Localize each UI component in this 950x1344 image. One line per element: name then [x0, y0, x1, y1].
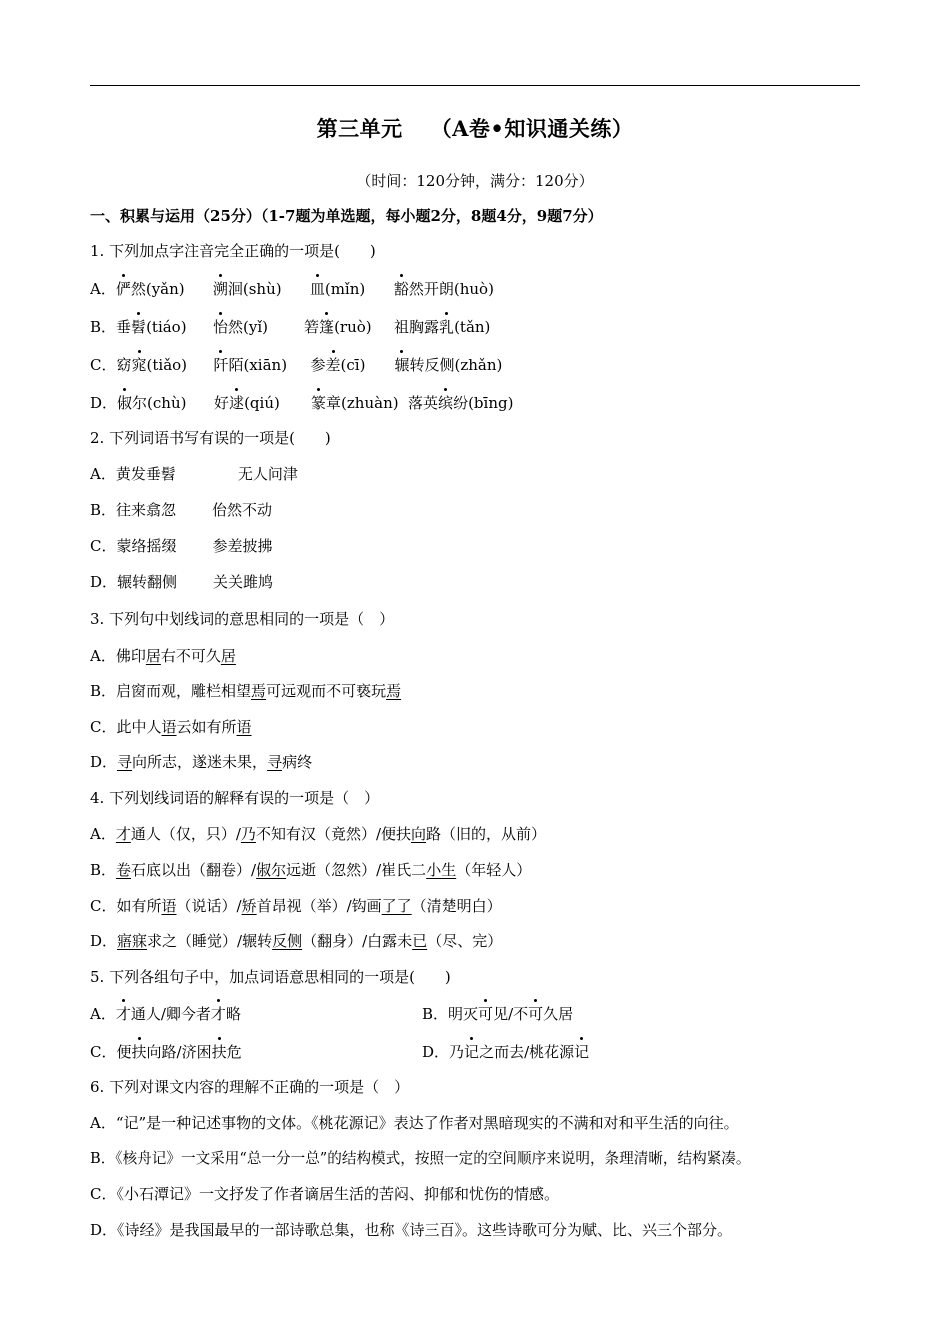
question-1-stem: 1. 下列加点字注音完全正确的一项是( )	[90, 242, 376, 260]
title-main: 第三单元	[316, 116, 403, 141]
question-2-option-d: D．辗转翻侧 关关雎鸠	[90, 573, 274, 591]
question-6-option-d: D．《诗经》是我国最早的一部诗歌总集，也称《诗三百》。这些诗歌可分为赋、比、兴三个部分。	[90, 1221, 733, 1239]
question-2-stem: 2. 下列词语书写有误的一项是( )	[90, 429, 331, 447]
question-6-option-c: C．《小石潭记》一文抒发了作者谪居生活的苦闷、抑郁和忧伤的情感。	[90, 1185, 559, 1203]
question-2-option-c: C．蒙络摇缀 参差披拂	[90, 537, 273, 555]
question-2-option-b: B．往来翕忽 佁然不动	[90, 501, 273, 519]
question-3-option-a: A．佛印居右不可久居	[90, 647, 236, 665]
question-5-option-d: D．乃记之而去/桃花源记	[422, 1043, 590, 1061]
section-heading: 一、积累与运用（25分）（1-7题为单选题，每小题2分，8题4分，9题7分）	[90, 207, 603, 225]
page-title	[0, 113, 950, 143]
header-rule	[90, 85, 860, 86]
question-4-option-d: D．寤寐求之（睡觉）/辗转反侧（翻身）/白露未已（尽、完）	[90, 932, 503, 950]
question-6-option-b: B．《核舟记》一文采用“总一分一总”的结构模式，按照一定的空间顺序来说明，条理清晰，结构紧凑。	[90, 1150, 751, 1167]
question-5-option-b: B．明灭可见/不可久居	[422, 1005, 574, 1023]
question-5-stem: 5. 下列各组句子中，加点词语意思相同的一项是( )	[90, 968, 451, 986]
question-5-option-a: A．才通人/卿今者才略	[90, 1005, 241, 1023]
question-4-option-b: B．卷石底以出（翻卷）/俶尔远逝（忽然）/崔氏二小生（年轻人）	[90, 861, 532, 879]
exam-meta: （时间：120分钟，满分：120分）	[356, 172, 594, 190]
question-2-option-a: A．黄发垂髫 无人问津	[90, 465, 298, 483]
question-4-stem: 4. 下列划线词语的解释有误的一项是（ ）	[90, 789, 380, 807]
title-sub: （A卷•知识通关练）	[430, 116, 634, 141]
question-3-option-d: D．寻向所志，遂迷未果，寻病终	[90, 753, 313, 771]
question-1-option-b: B．垂髫(tiáo) 怡然(yǐ) 箬篷(ruò) 祖胸露乳(tǎn)	[90, 318, 491, 336]
question-5-option-c: C．便扶向路/济困扶危	[90, 1043, 242, 1061]
question-6-option-a: A．“记”是一种记述事物的文体。《桃花源记》表达了作者对黑暗现实的不满和对和平生活的向往。	[90, 1114, 739, 1132]
question-1-option-d: D．俶尔(chù) 好逑(qiú) 篆章(zhuàn) 落英缤纷(bīng)	[90, 394, 514, 412]
question-3-option-b: B．启窗而观，雕栏相望焉可远观而不可亵玩焉	[90, 682, 402, 700]
question-4-option-c: C．如有所语（说话）/矫首昂视（举）/钩画了了（清楚明白）	[90, 897, 502, 915]
question-1-option-c: C．窈窕(tiǎo) 阡陌(xiān) 参差(cī) 辗转反侧(zhǎn)	[90, 356, 503, 374]
question-3-option-c: C．此中人语云如有所语	[90, 718, 252, 736]
question-4-option-a: A．才通人（仅，只）/乃不知有汉（竟然）/便扶向路（旧的，从前）	[90, 825, 547, 843]
question-3-stem: 3. 下列句中划线词的意思相同的一项是（ ）	[90, 610, 395, 628]
question-1-option-a: A．俨然(yǎn) 溯洄(shù) 皿(mǐn) 豁然开朗(huò)	[90, 280, 494, 298]
question-6-stem: 6. 下列对课文内容的理解不正确的一项是（ ）	[90, 1078, 410, 1096]
